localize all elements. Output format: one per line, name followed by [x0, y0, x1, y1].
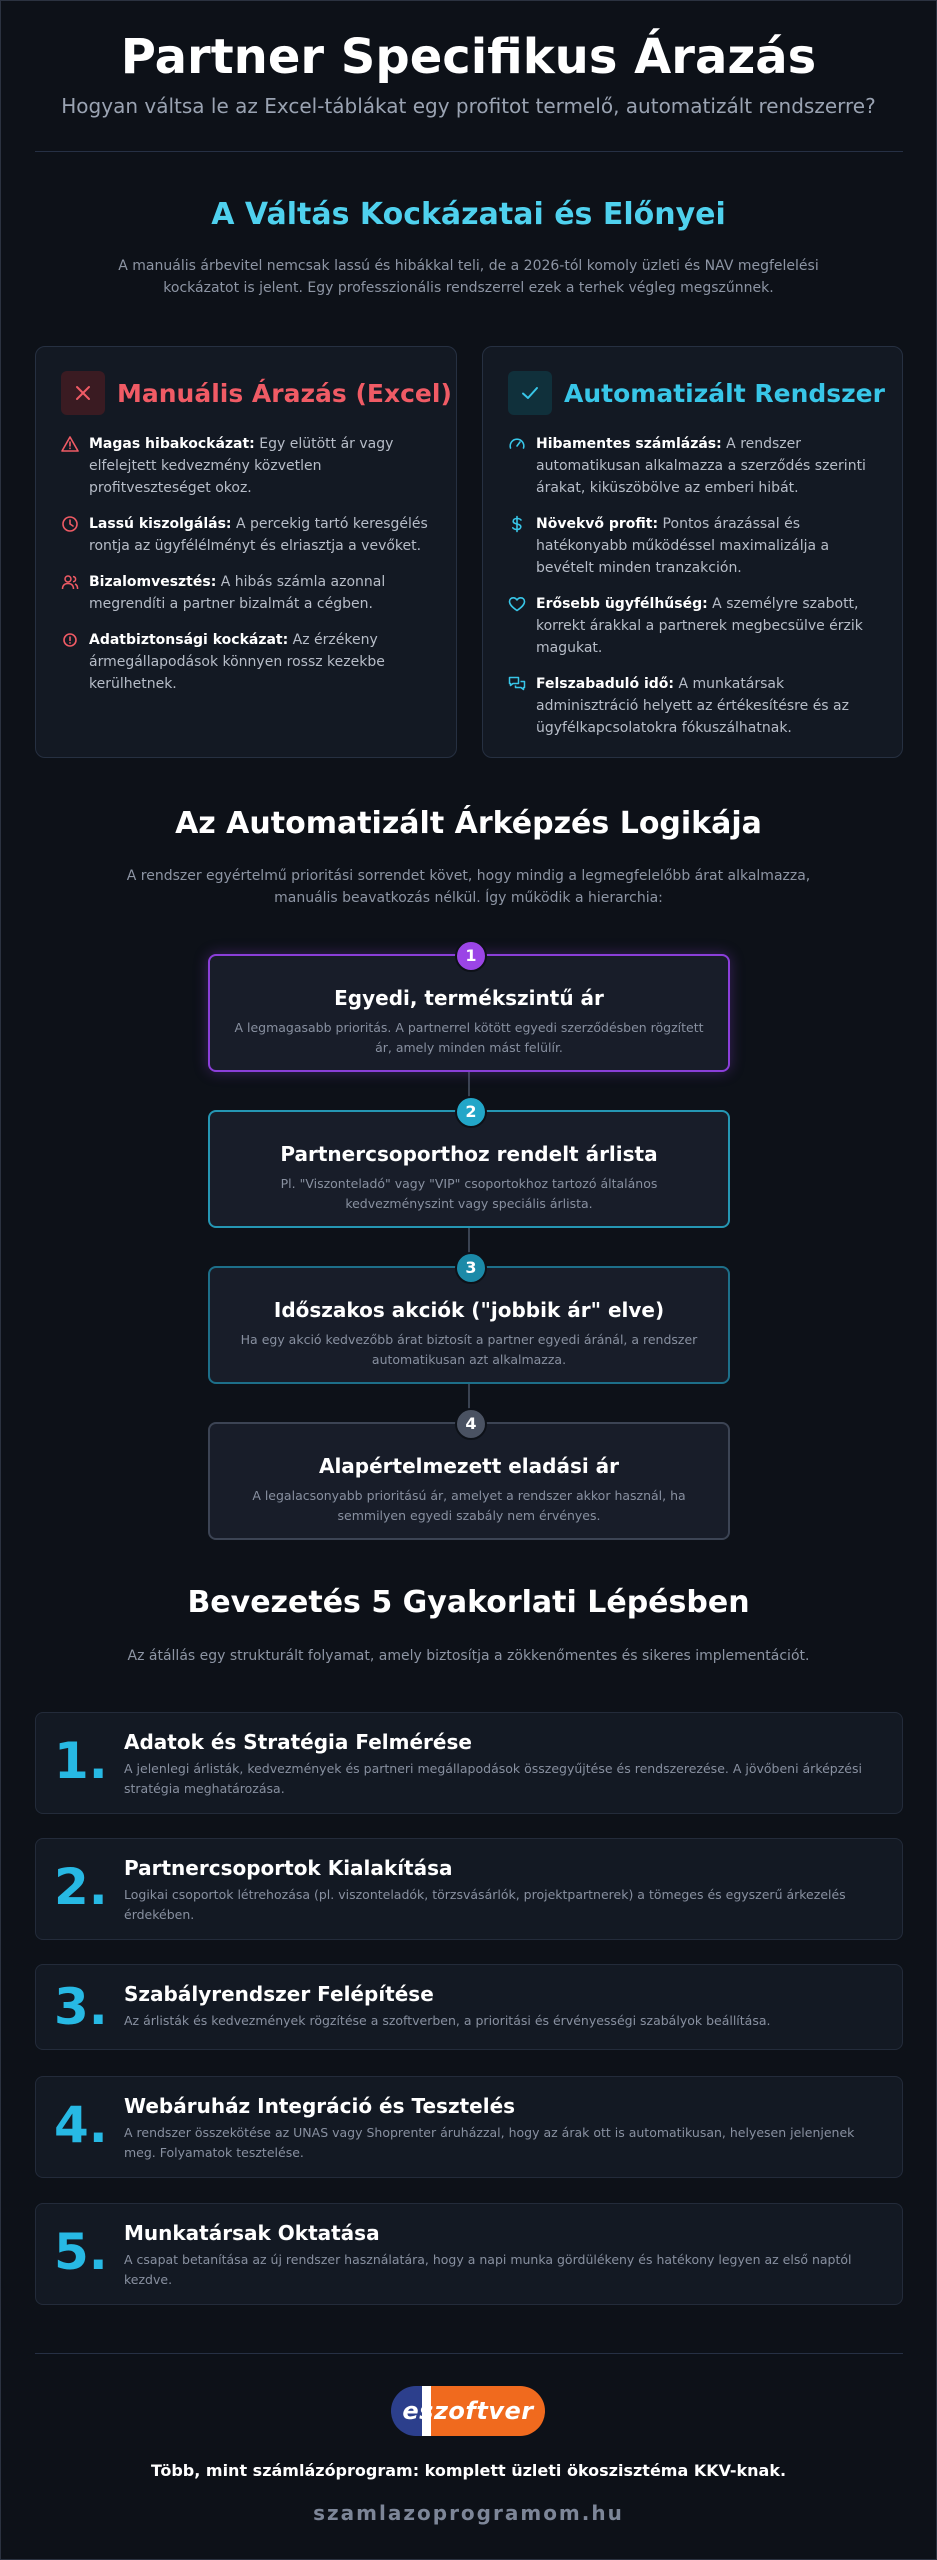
step-card — [35, 1838, 903, 1940]
logic-description: A rendszer egyértelmű prioritási sorrendet követ, hogy mindig a legmegfelelőbb árat alkalmazza, manuális beavatkozás nélkül. Így működik a hierarchia: — [126, 868, 811, 906]
item-text: Pontos árazással és hatékonyabb működéssel maximalizálja a bevételt minden tranzakción. — [536, 516, 830, 576]
step-title: Munkatársak Oktatása — [124, 2221, 380, 2245]
alert-circle-icon — [61, 629, 79, 695]
step-card — [35, 2203, 903, 2305]
priority-number: 1 — [455, 940, 487, 972]
priority-level-3 — [208, 1258, 730, 1384]
priority-description: A legalacsonyabb prioritású ár, amelyet a rendszer akkor használ, ha semmilyen egyedi szabály nem érvényes. — [252, 1488, 686, 1523]
item-bold: Lassú kiszolgálás: — [89, 516, 232, 532]
automated-item — [508, 433, 878, 499]
item-text: A személyre szabott, korrekt árakkal a partnerek megbecsülve érzik magukat. — [536, 596, 863, 656]
item-bold: Adatbiztonsági kockázat: — [89, 632, 289, 648]
page-subtitle: Hogyan váltsa le az Excel-táblákat egy profitot termelő, automatizált rendszerre? — [61, 94, 876, 118]
item-bold: Felszabaduló idő: — [536, 676, 675, 692]
step-number: 2. — [54, 1858, 108, 1916]
eszoftver-logo[interactable] — [391, 2386, 545, 2436]
item-bold: Erősebb ügyfélhűség: — [536, 596, 708, 612]
warning-triangle-icon — [61, 433, 79, 499]
item-bold: Hibamentes számlázás: — [536, 436, 722, 452]
gauge-icon — [508, 433, 526, 499]
item-bold: Magas hibakockázat: — [89, 436, 255, 452]
step-description: Az árlisták és kedvezmények rögzítése a szoftverben, a prioritási és érvényességi szabályok beállítása. — [124, 2013, 771, 2028]
item-bold: Növekvő profit: — [536, 516, 659, 532]
footer-site-link[interactable]: szamlazoprogramom.hu — [313, 2501, 624, 2525]
heart-icon — [508, 593, 526, 659]
divider — [35, 2353, 903, 2354]
manual-item — [61, 433, 432, 499]
step-title: Adatok és Stratégia Felmérése — [124, 1730, 472, 1754]
item-text: Az érzékeny ármegállapodások könnyen rossz kezekbe kerülhetnek. — [89, 632, 385, 692]
divider — [35, 151, 903, 152]
step-description: Logikai csoportok létrehozása (pl. viszonteladók, törzsvásárlók, projektpartnerek) a tömeges és egyszerű árkezelés érdekében. — [124, 1887, 846, 1922]
comparison-description: A manuális árbevitel nemcsak lassú és hibákkal teli, de a 2026-tól komoly üzleti és NAV megfelelési kockázatot is jelent. Egy professzionális rendszerrel ezek a terhek végleg megszűnnek. — [118, 258, 819, 296]
step-description: A csapat betanítása az új rendszer használatára, hogy a napi munka gördülékeny és hatékony legyen az első naptól kezdve. — [124, 2252, 852, 2287]
check-icon — [508, 371, 552, 415]
users-icon — [61, 571, 79, 615]
priority-level-1 — [208, 946, 730, 1072]
item-text: Egy elütött ár vagy elfelejtett kedvezmény közvetlen profitveszteséget okoz. — [89, 436, 394, 496]
priority-description: Ha egy akció kedvezőbb árat biztosít a partner egyedi áránál, a rendszer automatikusan azt alkalmazza. — [240, 1332, 698, 1367]
automated-item — [508, 673, 878, 739]
page-title: Partner Specifikus Árazás — [120, 29, 817, 85]
manual-card-title: Manuális Árazás (Excel) — [117, 378, 452, 408]
item-text: A rendszer automatikusan alkalmazza a szerződés szerinti árakat, kiküszöbölve az emberi hibát. — [536, 436, 866, 496]
priority-description: A legmagasabb prioritás. A partnerrel kötött egyedi szerződésben rögzített ár, amely minden mást felülír. — [234, 1020, 704, 1055]
step-card — [35, 1964, 903, 2050]
item-text: A percekig tartó keresgélés rontja az ügyfélélményt és elriasztja a vevőket. — [89, 516, 428, 554]
manual-item — [61, 629, 432, 695]
priority-title: Partnercsoporthoz rendelt árlista — [280, 1142, 658, 1166]
step-title: Webáruház Integráció és Tesztelés — [124, 2094, 516, 2118]
step-card — [35, 1712, 903, 1814]
comparison-title: A Váltás Kockázatai és Előnyei — [211, 197, 726, 232]
priority-title: Egyedi, termékszintű ár — [334, 986, 604, 1010]
steps-title: Bevezetés 5 Gyakorlati Lépésben — [187, 1585, 750, 1620]
priority-title: Időszakos akciók ("jobbik ár" elve) — [273, 1298, 665, 1322]
step-description: A rendszer összekötése az UNAS vagy Shoprenter áruházzal, hogy az árak ott is automatikusan, helyesen jelenjenek meg. Folyamatok tesztelése. — [124, 2125, 855, 2160]
step-number: 1. — [54, 1732, 108, 1790]
item-text: A hibás számla azonnal megrendíti a partner bizalmát a cégben. — [89, 574, 386, 612]
dollar-icon — [508, 513, 526, 579]
step-card — [35, 2076, 903, 2178]
footer-tagline: Több, mint számlázóprogram: komplett üzleti ökoszisztéma KKV-knak. — [150, 2461, 787, 2480]
priority-level-2 — [208, 1102, 730, 1228]
automated-card-title: Automatizált Rendszer — [564, 378, 885, 408]
step-description: A jelenlegi árlisták, kedvezmények és partneri megállapodások összegyűjtése és rendszerezése. A jövőbeni árképzési stratégia meghatározása. — [124, 1761, 862, 1796]
manual-item — [61, 513, 432, 557]
step-title: Partnercsoportok Kialakítása — [124, 1856, 453, 1880]
x-icon — [61, 371, 105, 415]
manual-pricing-card — [35, 346, 457, 758]
chat-icon — [508, 673, 526, 739]
clock-icon — [61, 513, 79, 557]
step-title: Szabályrendszer Felépítése — [124, 1982, 434, 2006]
priority-level-4 — [208, 1414, 730, 1540]
priority-title: Alapértelmezett eladási ár — [318, 1454, 620, 1478]
automated-item — [508, 593, 878, 659]
step-number: 5. — [54, 2223, 108, 2281]
logo-text: eszoftver — [402, 2397, 534, 2425]
step-number: 3. — [54, 1978, 108, 2036]
item-bold: Bizalomvesztés: — [89, 574, 217, 590]
logic-title: Az Automatizált Árképzés Logikája — [175, 806, 762, 841]
automated-system-card — [482, 346, 903, 758]
manual-item — [61, 571, 432, 615]
priority-number: 3 — [455, 1252, 487, 1284]
automated-item — [508, 513, 878, 579]
priority-description: Pl. "Viszonteladó" vagy "VIP" csoportokhoz tartozó általános kedvezményszint vagy speciális árlista. — [280, 1176, 658, 1211]
item-text: A munkatársak adminisztráció helyett az értékesítésre és az ügyfélkapcsolatokra fókuszálhatnak. — [536, 676, 849, 736]
steps-description: Az átállás egy strukturált folyamat, amely biztosítja a zökkenőmentes és sikeres implementációt. — [127, 1648, 810, 1664]
step-number: 4. — [54, 2096, 108, 2154]
priority-number: 2 — [455, 1096, 487, 1128]
priority-number: 4 — [455, 1408, 487, 1440]
